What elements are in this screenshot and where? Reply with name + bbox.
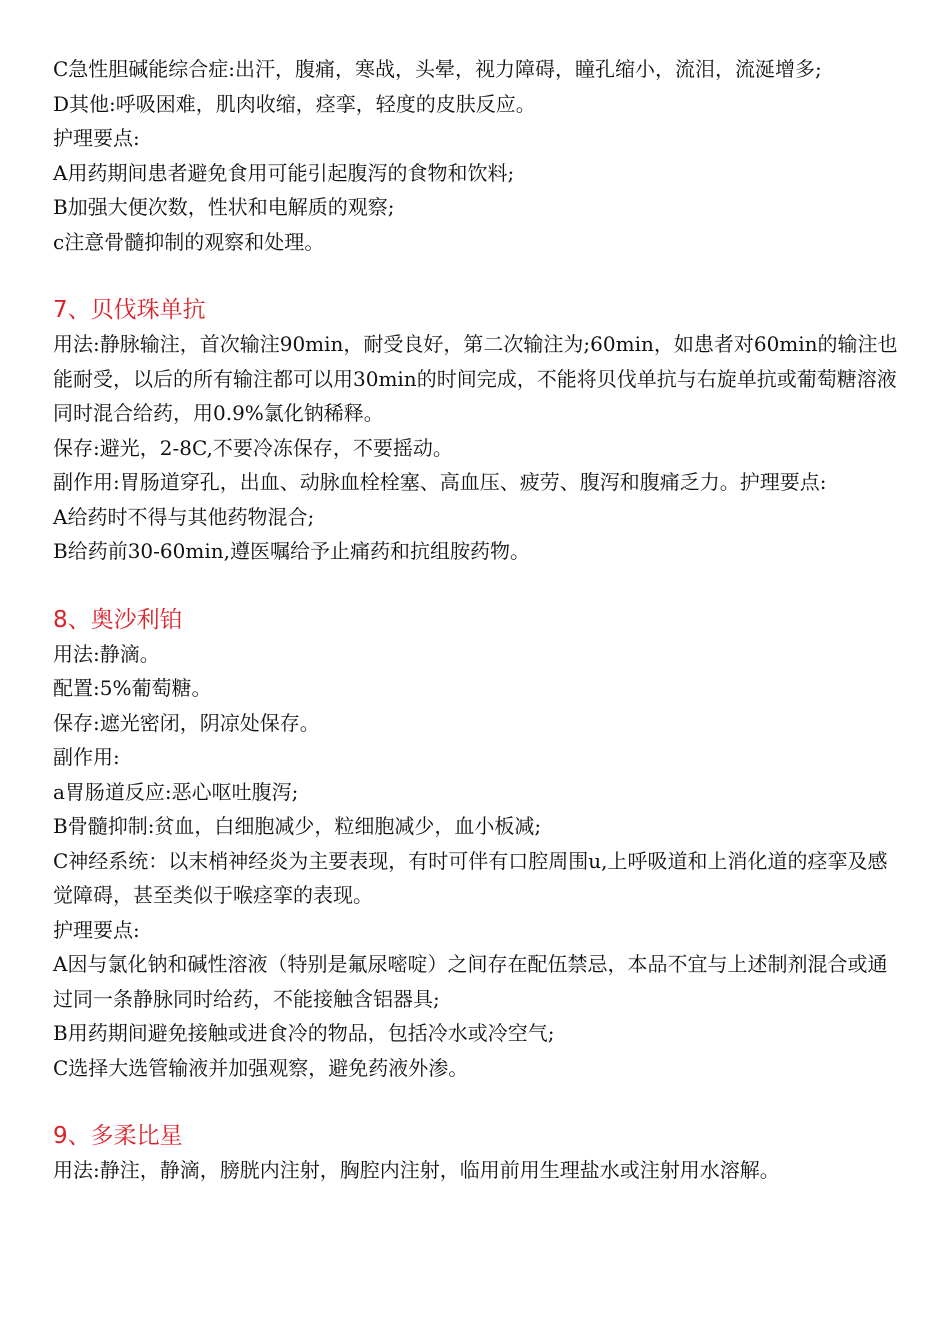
paragraph-line: B用药期间避免接触或进食冷的物品，包括冷水或冷空气; bbox=[53, 1021, 555, 1045]
section-heading: 8、奥沙利铂 bbox=[53, 606, 183, 633]
paragraph-line: A用药期间患者避免食用可能引起腹泻的食物和饮料; bbox=[53, 160, 515, 185]
paragraph-line: a胃肠道反应:恶心呕吐腹泻; bbox=[53, 779, 299, 804]
paragraph-line: D其他:呼吸困难，肌肉收缩，痉挛，轻度的皮肤反应。 bbox=[53, 91, 536, 116]
section-spacer bbox=[53, 1085, 898, 1119]
paragraph-line: 保存:遮光密闭，阴凉处保存。 bbox=[53, 710, 320, 735]
paragraph-line: A因与氯化钠和碱性溶液（特别是氟尿嘧啶）之间存在配伍禁忌，本品不宜与上述制剂混合或通过同一条静脉同时给药，不能接触含铝器具; bbox=[53, 952, 888, 1011]
paragraph-line: 用法:静注，静滴，膀胱内注射，胸腔内注射，临用前用生理盐水或注射用水溶解。 bbox=[53, 1158, 780, 1182]
paragraph-line: 副作用:胃肠道穿孔，出血、动脉血栓栓塞、高血压、疲劳、腹泻和腹痛乏力。护理要点: bbox=[53, 470, 827, 494]
section-9 bbox=[53, 1119, 898, 1188]
paragraph-line: 副作用: bbox=[53, 745, 120, 769]
paragraph-line: 护理要点: bbox=[53, 917, 140, 942]
intro-block bbox=[53, 52, 898, 259]
paragraph-line: A给药时不得与其他药物混合; bbox=[53, 504, 315, 529]
paragraph-line: B加强大便次数，性状和电解质的观察; bbox=[53, 195, 395, 219]
section-spacer bbox=[53, 259, 898, 293]
section-spacer bbox=[53, 569, 898, 603]
section-8 bbox=[53, 603, 898, 1086]
paragraph-line: B给药前30-60min,遵医嘱给予止痛药和抗组胺药物。 bbox=[53, 539, 530, 563]
paragraph-line: B骨髓抑制:贫血，白细胞减少，粒细胞减少，血小板减; bbox=[53, 814, 542, 838]
paragraph-line: 护理要点: bbox=[53, 126, 140, 150]
section-7 bbox=[53, 293, 898, 569]
paragraph-line: 配置:5%葡萄糖。 bbox=[53, 676, 212, 700]
paragraph-line: 保存:避光，2-8C,不要冷冻保存，不要摇动。 bbox=[53, 435, 453, 460]
paragraph-line: C选择大选管输液并加强观察，避免药液外渗。 bbox=[53, 1055, 469, 1080]
section-heading: 7、贝伐珠单抗 bbox=[53, 297, 206, 323]
paragraph-line: 用法:静滴。 bbox=[53, 641, 160, 666]
paragraph-line: c注意骨髓抑制的观察和处理。 bbox=[53, 229, 325, 254]
paragraph-line: 用法:静脉输注，首次输注90min，耐受良好，第二次输注为;60min，如患者对60min的输注也能耐受，以后的所有输注都可以用30min的时间完成，不能将贝伐单抗与右旋单抗或葡萄糖溶液同时混合给药，用0.9%氯化钠稀释。 bbox=[53, 332, 898, 425]
section-heading: 9、多柔比星 bbox=[53, 1123, 183, 1149]
paragraph-line: C急性胆碱能综合症:出汗，腹痛，寒战，头晕，视力障碍，瞳孔缩小，流泪，流涎增多; bbox=[53, 57, 822, 81]
document-page bbox=[53, 52, 898, 1188]
paragraph-line: C神经系统：以末梢神经炎为主要表现，有时可伴有口腔周围u,上呼吸道和上消化道的痉挛及感觉障碍，甚至类似于喉痉挛的表现。 bbox=[53, 848, 888, 907]
